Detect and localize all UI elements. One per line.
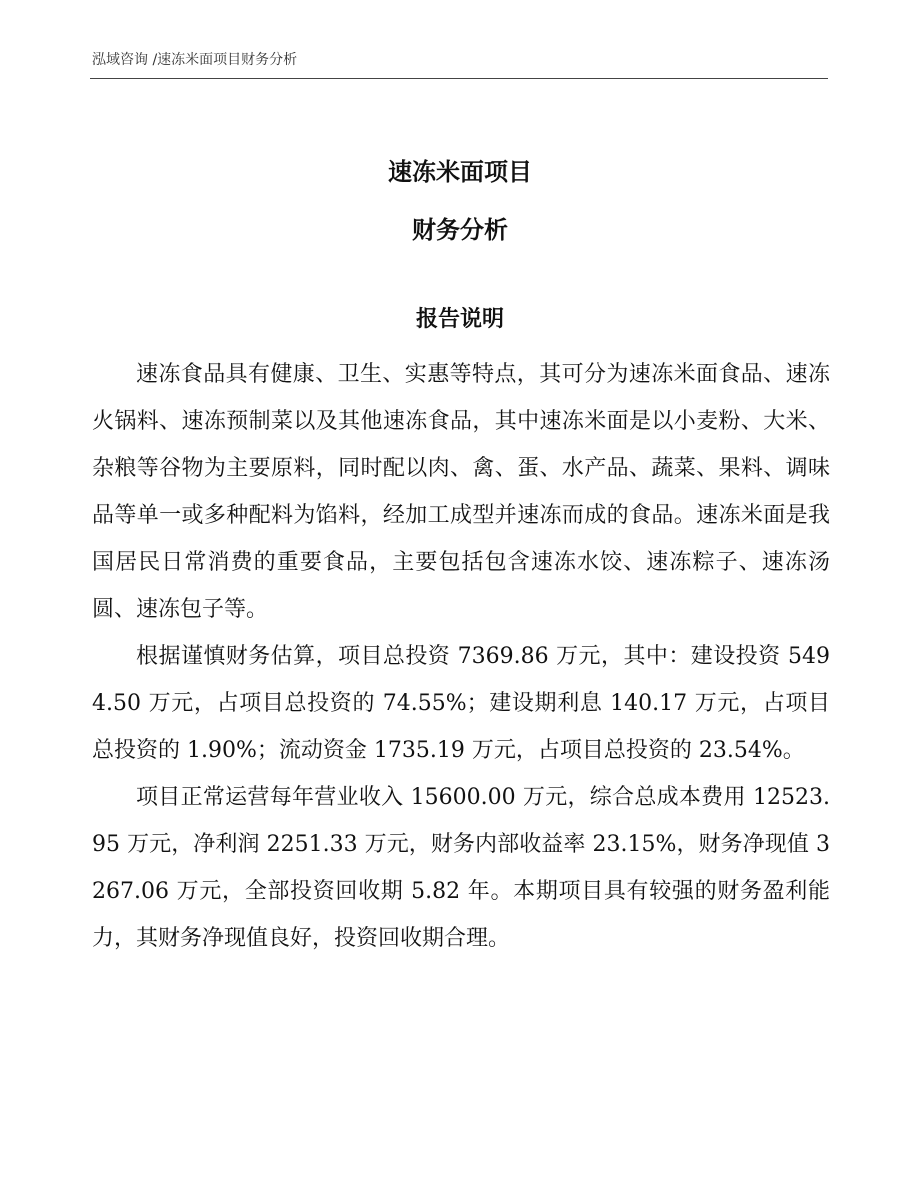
- paragraph-revenue: 项目正常运营每年营业收入 15600.00 万元，综合总成本费用 12523.95 万元，净利润 2251.33 万元，财务内部收益率 23.15%，财务净现值 3267.06 万元，全部投资回收期 5.82 年。本期项目具有较强的财务盈利能力，其财务净现值良好，投资回收期合理。: [92, 785, 830, 951]
- paragraph-intro: 速冻食品具有健康、卫生、实惠等特点，其可分为速冻米面食品、速冻火锅料、速冻预制菜以及其他速冻食品，其中速冻米面是以小麦粉、大米、杂粮等谷物为主要原料，同时配以肉、禽、蛋、水产品、蔬菜、果料、调味品等单一或多种配料为馅料，经加工成型并速冻而成的食品。速冻米面是我国居民日常消费的重要食品，主要包括包含速冻水饺、速冻粽子、速冻汤圆、速冻包子等。: [92, 362, 830, 622]
- document-title: 速冻米面项目: [388, 158, 532, 186]
- report-body: [92, 351, 830, 962]
- paragraph-investment: 根据谨慎财务估算，项目总投资 7369.86 万元，其中：建设投资 5494.50 万元，占项目总投资的 74.55%；建设期利息 140.17 万元，占项目总投资的 1.90%；流动资金 1735.19 万元，占项目总投资的 23.54%。: [92, 644, 830, 763]
- header-divider: [90, 78, 828, 79]
- document-subtitle: 财务分析: [412, 216, 508, 244]
- page-header: 泓域咨询 /速冻米面项目财务分析: [92, 52, 298, 68]
- section-heading: 报告说明: [415, 307, 504, 332]
